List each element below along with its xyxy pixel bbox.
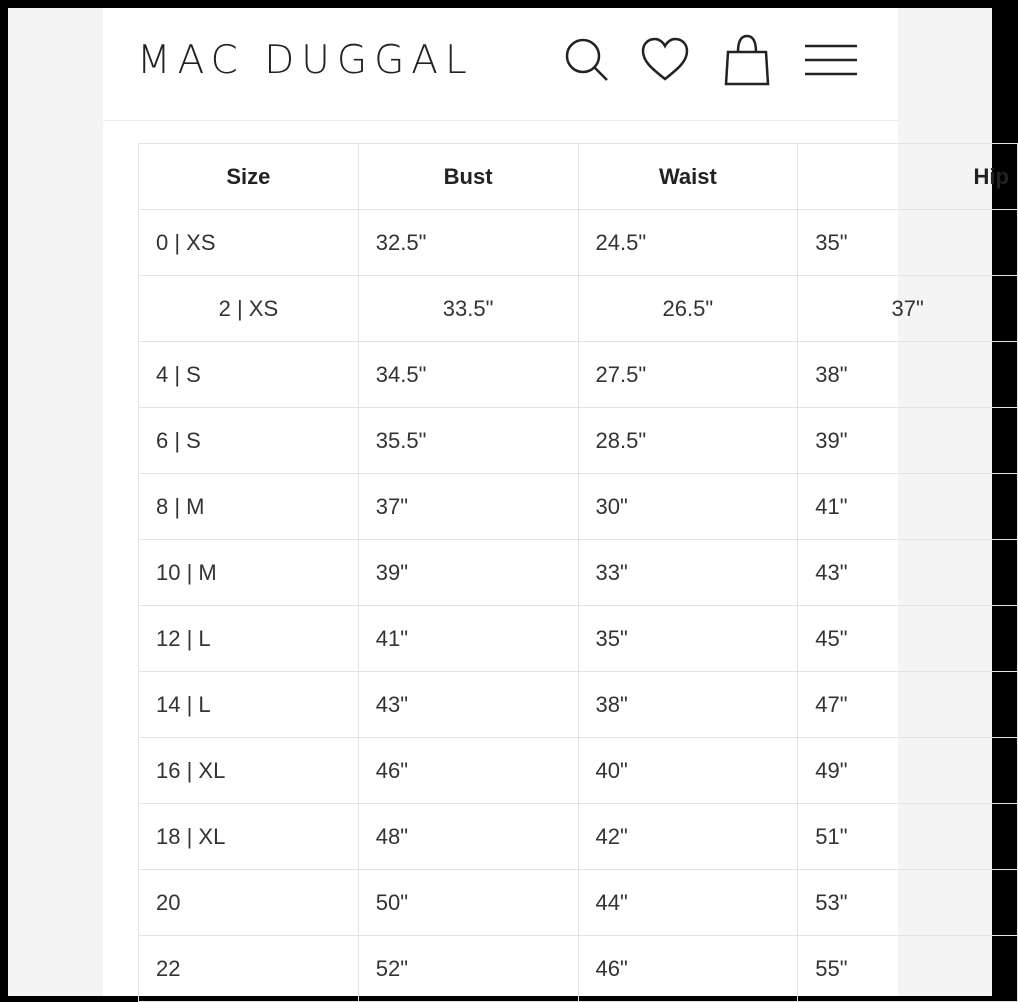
hip-cell: 41" xyxy=(798,474,1018,540)
table-header-row xyxy=(139,144,1018,210)
bust-cell: 50" xyxy=(358,870,578,936)
size-cell: 6 | S xyxy=(139,408,359,474)
waist-cell: 26.5" xyxy=(578,276,798,342)
size-cell: 16 | XL xyxy=(139,738,359,804)
hip-cell: 47" xyxy=(798,672,1018,738)
menu-icon[interactable] xyxy=(803,34,859,86)
table-row xyxy=(139,342,1018,408)
bust-cell: 41" xyxy=(358,606,578,672)
table-row xyxy=(139,672,1018,738)
site-header xyxy=(103,8,898,121)
table-row xyxy=(139,276,1018,342)
hip-cell: 37" xyxy=(798,276,1018,342)
size-cell: 18 | XL xyxy=(139,804,359,870)
waist-cell: 30" xyxy=(578,474,798,540)
size-cell: 0 | XS xyxy=(139,210,359,276)
waist-cell: 46" xyxy=(578,936,798,1002)
hip-cell: 55" xyxy=(798,936,1018,1002)
bust-cell: 35.5" xyxy=(358,408,578,474)
waist-cell: 35" xyxy=(578,606,798,672)
bust-cell: 34.5" xyxy=(358,342,578,408)
waist-cell: 40" xyxy=(578,738,798,804)
size-cell: 8 | M xyxy=(139,474,359,540)
column-header-bust: Bust xyxy=(358,144,578,210)
table-row xyxy=(139,474,1018,540)
size-cell: 14 | L xyxy=(139,672,359,738)
hip-cell: 39" xyxy=(798,408,1018,474)
table-row xyxy=(139,738,1018,804)
size-cell: 22 xyxy=(139,936,359,1002)
size-cell: 10 | M xyxy=(139,540,359,606)
column-header-waist: Waist xyxy=(578,144,798,210)
table-row xyxy=(139,870,1018,936)
waist-cell: 24.5" xyxy=(578,210,798,276)
size-chart-table-wrapper[interactable] xyxy=(138,143,1009,996)
hip-cell: 51" xyxy=(798,804,1018,870)
bust-cell: 48" xyxy=(358,804,578,870)
screenshot-frame xyxy=(8,8,1009,996)
bust-cell: 46" xyxy=(358,738,578,804)
table-row xyxy=(139,606,1018,672)
hip-cell: 49" xyxy=(798,738,1018,804)
page xyxy=(103,8,1009,996)
table-row xyxy=(139,936,1018,1002)
waist-cell: 27.5" xyxy=(578,342,798,408)
size-chart-table xyxy=(138,143,1018,1002)
table-row xyxy=(139,210,1018,276)
table-row xyxy=(139,540,1018,606)
hip-cell: 43" xyxy=(798,540,1018,606)
size-cell: 12 | L xyxy=(139,606,359,672)
hip-cell: 53" xyxy=(798,870,1018,936)
size-cell: 4 | S xyxy=(139,342,359,408)
size-cell: 20 xyxy=(139,870,359,936)
bust-cell: 32.5" xyxy=(358,210,578,276)
waist-cell: 44" xyxy=(578,870,798,936)
size-cell: 2 | XS xyxy=(139,276,359,342)
bust-cell: 39" xyxy=(358,540,578,606)
heart-icon[interactable] xyxy=(639,34,691,86)
hip-cell: 35" xyxy=(798,210,1018,276)
waist-cell: 42" xyxy=(578,804,798,870)
bust-cell: 37" xyxy=(358,474,578,540)
column-header-size: Size xyxy=(139,144,359,210)
shopping-bag-icon[interactable] xyxy=(721,34,773,86)
bust-cell: 33.5" xyxy=(358,276,578,342)
table-row xyxy=(139,408,1018,474)
column-header-hip: Hip xyxy=(798,144,1018,210)
bust-cell: 43" xyxy=(358,672,578,738)
hip-cell: 38" xyxy=(798,342,1018,408)
bust-cell: 52" xyxy=(358,936,578,1002)
table-row xyxy=(139,804,1018,870)
waist-cell: 38" xyxy=(578,672,798,738)
waist-cell: 28.5" xyxy=(578,408,798,474)
brand-logo[interactable]: MAC DUGGAL xyxy=(137,38,474,83)
search-icon[interactable] xyxy=(561,34,613,86)
hip-cell: 45" xyxy=(798,606,1018,672)
waist-cell: 33" xyxy=(578,540,798,606)
